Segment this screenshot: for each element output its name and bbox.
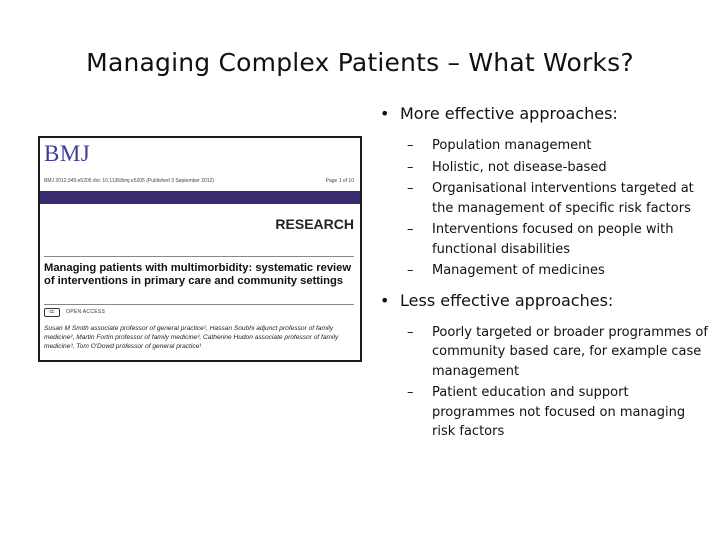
list-item: – Management of medicines [370,261,710,281]
dash-icon: – [407,324,414,340]
less-effective-list [370,323,710,442]
paper-section-label: RESEARCH [275,216,354,232]
dash-icon: – [407,181,414,196]
dash-icon: – [407,159,414,175]
title-rule-top [44,256,354,257]
journal-logo: BMJ [44,141,91,166]
bullet-heading: Less effective approaches: [400,290,614,310]
paper-page-number: Page 1 of 10 [325,178,354,184]
list-item: – Interventions focused on people with functional disabilities [407,222,674,257]
dash-icon: – [407,222,414,237]
open-access-label: OPEN ACCESS [66,309,106,315]
article-authors: Susan M Smith associate professor of general practice¹, Hassan Soubhi adjunct professor of family medicine², Martin Fortin professor of family medicine³, Catherine Hudon associate professor of family medicine³, Tom O'Dowd professor of general practice¹ [44,325,339,350]
paper-thumbnail [38,136,362,362]
bullet-more-effective [370,104,710,124]
bullet-less-effective [370,291,710,311]
bullet-icon: • [380,104,390,123]
list-item: – Holistic, not disease-based [370,158,710,178]
bullet-content [370,104,710,452]
bullet-icon: • [380,290,390,310]
list-item: – Organisational interventions targeted at the management of specific risk factors [407,181,694,216]
article-title: Managing patients with multimorbidity: systematic review of interventions in primary care and community settings [44,262,352,287]
slide-title: Managing Complex Patients – What Works? [86,48,634,77]
dash-icon: – [407,263,414,278]
bullet-heading: More effective approaches: [400,104,618,123]
list-item: – Population management [370,136,710,156]
dash-icon: – [407,138,414,153]
paper-citation: BMJ 2012;345:e5205 doi: 10.1136/bmj.e5205 (Published 3 September 2012) [44,178,215,184]
journal-header-bar [40,191,360,204]
list-item: – Poorly targeted or broader programmes of community based care, for example case management [407,324,708,379]
title-rule-bottom [44,304,354,305]
more-effective-list [370,136,710,281]
list-item: – Patient education and support programmes not focused on managing risk factors [407,385,686,439]
creative-commons-icon: cc [44,308,60,317]
dash-icon: – [407,385,414,400]
